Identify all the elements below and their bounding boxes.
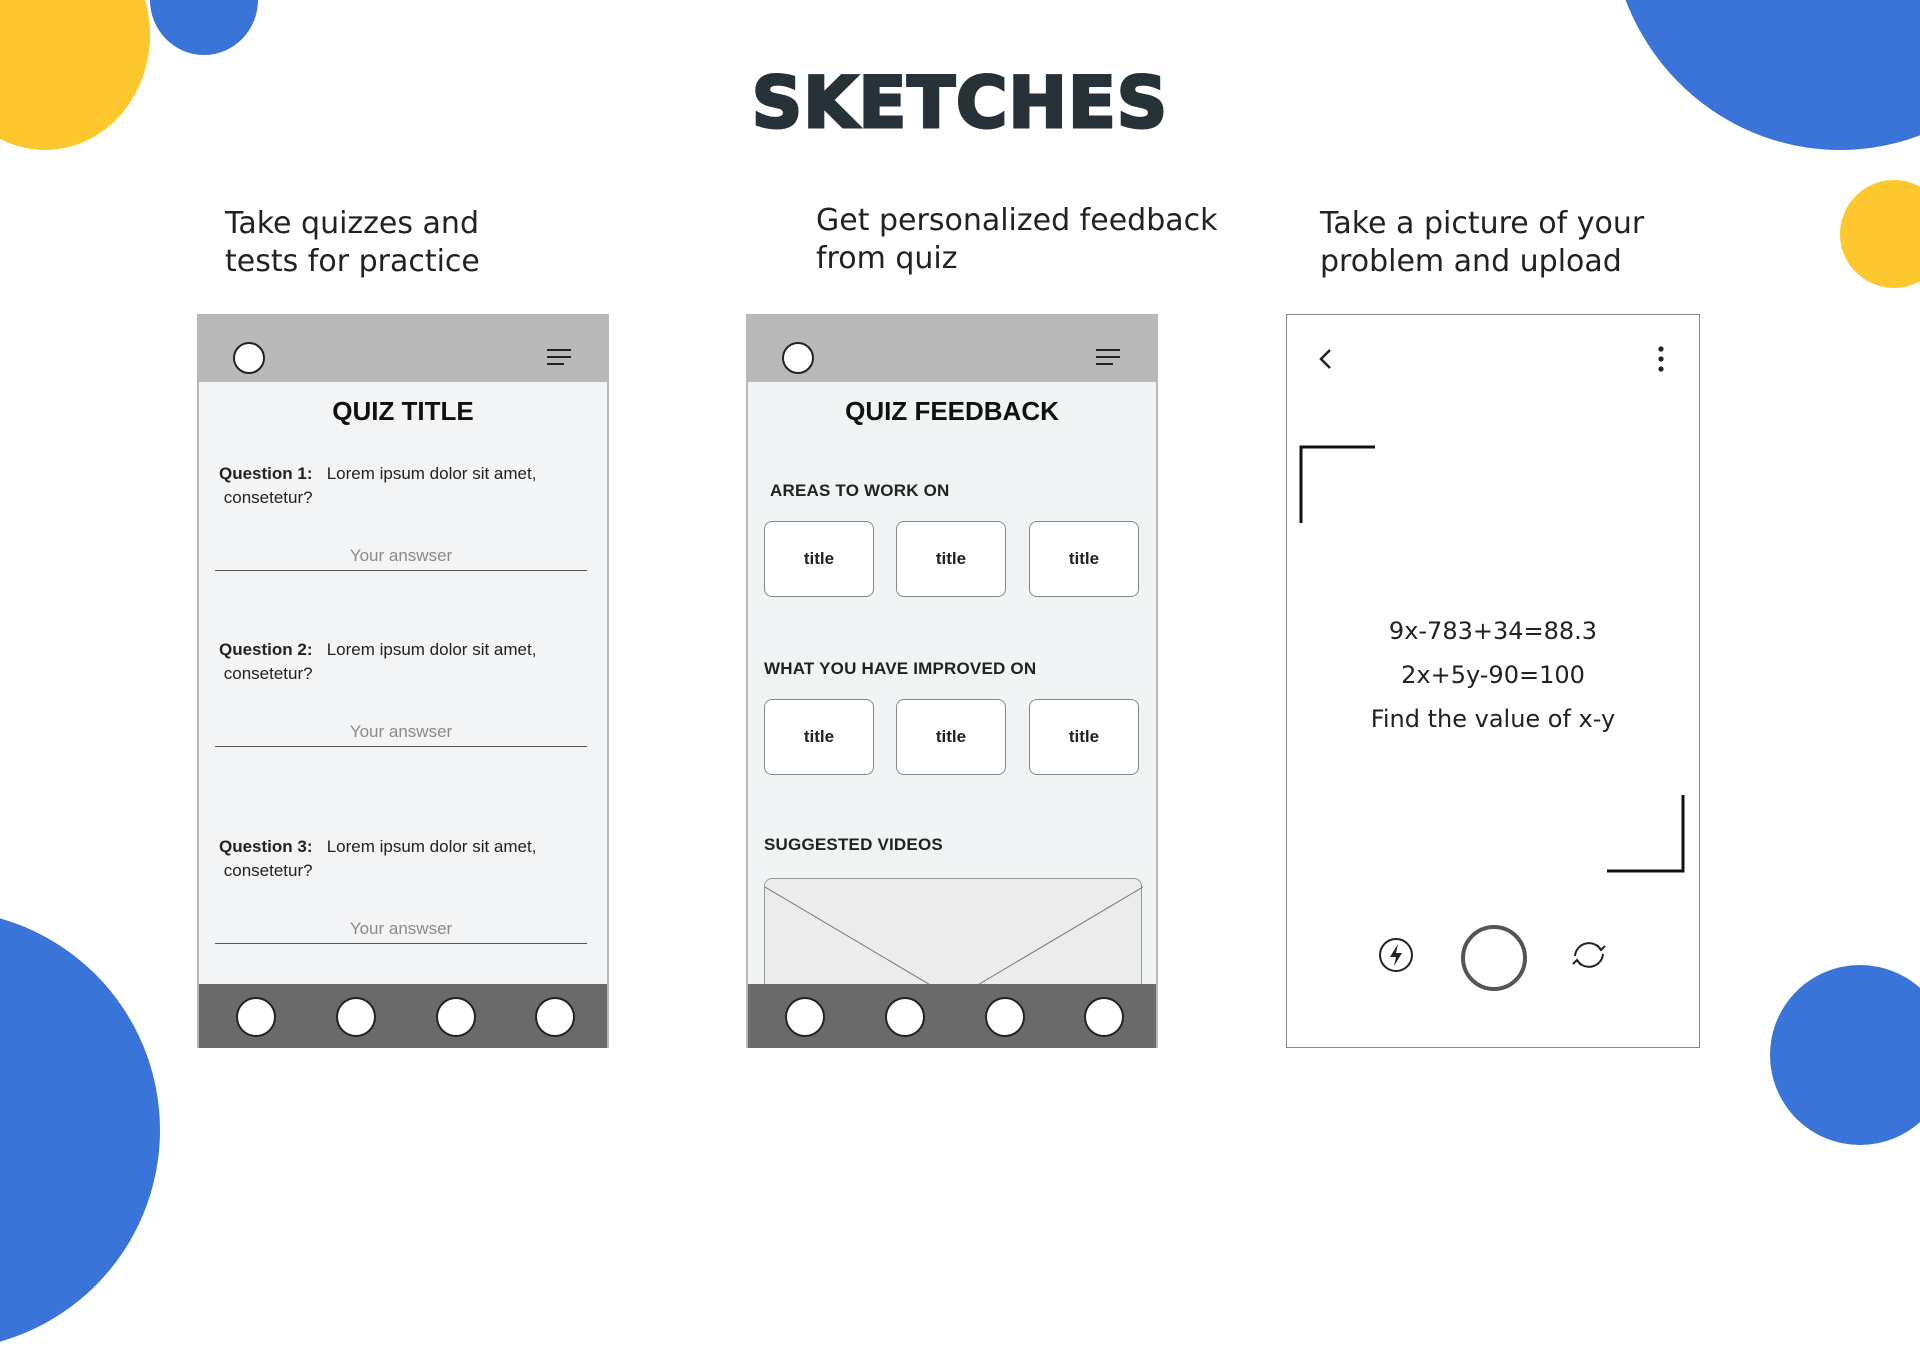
quiz-title: QUIZ TITLE [332,396,474,426]
shutter-button[interactable] [1461,925,1527,991]
question-text: Lorem ipsum dolor sit amet, [326,464,537,483]
yellow-circle-decoration [1840,180,1920,288]
hamburger-menu-icon[interactable] [1096,349,1120,365]
question-1 [219,462,589,510]
question-text: Lorem ipsum dolor sit amet, [326,837,537,856]
caption-line: Get personalized feedback [816,203,1218,238]
improved-card[interactable]: title [1029,699,1139,775]
bottom-nav-bar [748,984,1156,1048]
caption-camera [1320,205,1644,281]
top-bar [748,314,1156,382]
nav-button[interactable] [785,997,825,1037]
nav-button[interactable] [236,997,276,1037]
back-arrow-icon[interactable] [1317,347,1337,371]
nav-button[interactable] [885,997,925,1037]
flash-icon[interactable] [1377,936,1415,974]
improved-section-label: WHAT YOU HAVE IMPROVED ON [764,659,1037,678]
avatar[interactable] [782,342,814,374]
problem-line-3: Find the value of x-y [1370,705,1616,733]
area-card[interactable]: title [764,521,874,597]
nav-button[interactable] [336,997,376,1037]
problem-line-1: 9x-783+34=88.3 [1388,617,1598,645]
avatar[interactable] [233,342,265,374]
videos-section-label: SUGGESTED VIDEOS [764,835,943,854]
quiz-phone-mockup [197,314,609,1048]
nav-button[interactable] [985,997,1025,1037]
blue-circle-decoration [150,0,258,55]
hamburger-menu-icon[interactable] [547,349,571,365]
question-text: Lorem ipsum dolor sit amet, [326,640,537,659]
nav-button[interactable] [535,997,575,1037]
improved-card[interactable]: title [764,699,874,775]
question-text: consetetur? [223,664,313,683]
caption-line: Take a picture of your [1320,206,1645,241]
caption-feedback [816,202,1217,278]
feedback-title: QUIZ FEEDBACK [845,396,1059,426]
feedback-phone-mockup [746,314,1158,1048]
question-label: Question 2: [219,640,313,659]
caption-line: tests for practice [225,244,480,279]
caption-quizzes [225,205,480,281]
area-card[interactable]: title [896,521,1006,597]
question-label: Question 1: [219,464,313,483]
slide-title: SKETCHES [751,62,1169,144]
answer-input-3[interactable]: Your answser [215,919,587,944]
caption-line: problem and upload [1320,244,1622,279]
bottom-nav-bar [199,984,607,1048]
viewfinder-corner-top-left [1299,445,1379,525]
improved-card[interactable]: title [896,699,1006,775]
video-thumbnail-placeholder[interactable] [764,878,1142,998]
question-text: consetetur? [223,488,313,507]
answer-input-2[interactable]: Your answser [215,722,587,747]
top-bar [199,314,607,382]
more-vertical-icon[interactable] [1657,345,1665,375]
blue-circle-decoration [1770,965,1920,1145]
area-card[interactable]: title [1029,521,1139,597]
switch-camera-icon[interactable] [1567,936,1611,974]
question-text: consetetur? [223,861,313,880]
blue-circle-decoration [0,910,160,1350]
viewfinder-corner-bottom-right [1605,793,1685,873]
caption-line: Take quizzes and [225,206,479,241]
areas-section-label: AREAS TO WORK ON [770,481,950,500]
answer-input-1[interactable]: Your answser [215,546,587,571]
question-3 [219,835,589,883]
question-label: Question 3: [219,837,313,856]
problem-line-2: 2x+5y-90=100 [1401,661,1585,689]
nav-button[interactable] [1084,997,1124,1037]
question-2 [219,638,589,686]
caption-line: from quiz [816,241,958,276]
camera-phone-mockup [1286,314,1700,1048]
image-placeholder-icon [765,879,1143,999]
nav-button[interactable] [436,997,476,1037]
